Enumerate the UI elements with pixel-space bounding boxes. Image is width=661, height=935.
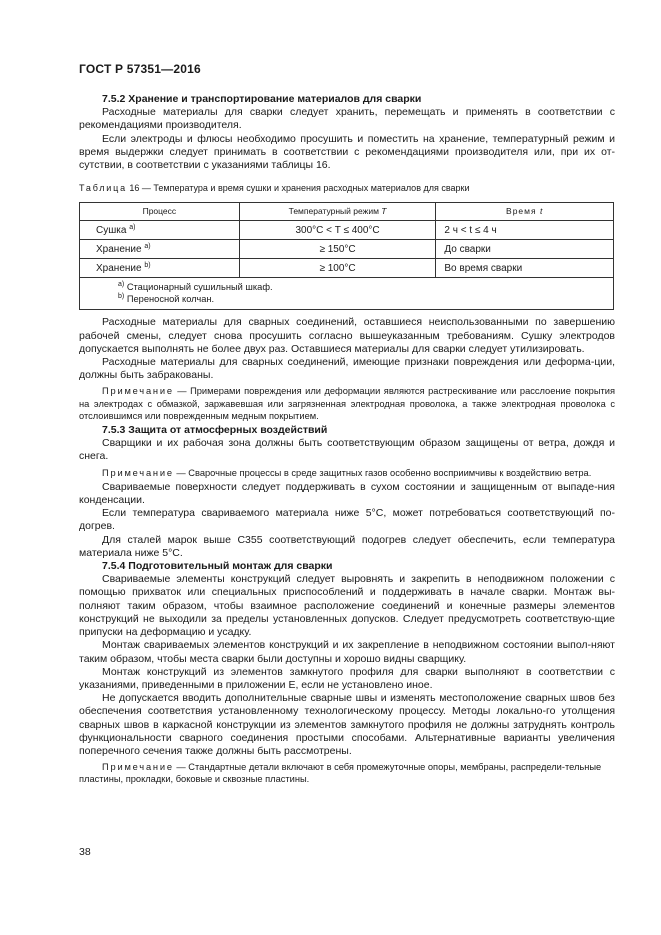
section-7-5-3-title: 7.5.3 Защита от атмосферных воздействий: [102, 424, 328, 437]
document-header: ГОСТ Р 57351—2016: [79, 62, 201, 76]
col-header-temperature: [239, 203, 436, 221]
paragraph: Расходные материалы для сварных соединений, оставшиеся неиспользованными по завершению рабочей смены, следует снова просушить согласно вышеуказанным требованиям. Сушку электродов допускается выполнять не более двух раз. Оставшиеся материалы для сварки следует утилизировать.: [79, 316, 615, 355]
footnote-b-text: Переносной колчан.: [124, 294, 215, 305]
cell-process-text: Хранение: [96, 262, 142, 274]
page-content: [79, 93, 615, 788]
cell-process: [80, 259, 240, 278]
cell-temperature: ≥ 150°С: [239, 240, 436, 259]
paragraph: Если температура свариваемого материала ниже 5°С, может потребоваться соответствующий по-догрев.: [79, 507, 615, 533]
table-16: [79, 202, 614, 310]
paragraph: Монтаж свариваемых элементов конструкций и их закрепление в неподвижном состоянии выпол-няют таким образом, чтобы места сварки были доступны и хорошо видны сварщику.: [79, 639, 615, 665]
paragraph: Свариваемые элементы конструкций следует выровнять и закрепить в неподвижном положении с помощью прихваток или специальных приспособлений и поддерживать в начале сварки. Монтаж вы-полняют таким образом, чтобы взаимное расположение соединений и конечные размеры элементов конструкций не выходили за пределы установленных допусков. Следует предусмотреть соответствую-щие припуски на деформацию и усадку.: [79, 573, 615, 639]
footnote-b-mark: b): [118, 293, 125, 301]
cell-temperature: ≥ 100°С: [239, 259, 436, 278]
col-header-time-text: Время: [506, 206, 540, 217]
footnote-mark: a): [129, 223, 136, 231]
cell-time: 2 ч < t ≤ 4 ч: [436, 221, 614, 240]
table-16-caption: [79, 182, 615, 195]
caption-text: 16 — Температура и время сушки и хранения расходных материалов для сварки: [126, 183, 470, 194]
paragraph: Монтаж конструкций из элементов замкнутого профиля для сварки выполняют в соответствии с указаниями, приведенными в приложении Е, если не установлено иное.: [79, 665, 615, 691]
note-text: — Примерами повреждения или деформации являются растрескивание или расслоение покрытия на электродах с обмазкой, заржавевшая или загрязненная электродная проволока, а также электродная проволока с отслоившимся или поврежденным медным покрытием.: [79, 386, 615, 421]
paragraph: Расходные материалы для сварных соединений, имеющие признаки повреждения или деформа-ции, должны быть забракованы.: [79, 356, 615, 382]
footnote-a-text: Стационарный сушильный шкаф.: [124, 282, 273, 293]
footnote-mark: b): [144, 261, 151, 269]
footnote-a: [118, 281, 613, 293]
note-label: Примечание: [102, 467, 174, 478]
cell-process: [80, 240, 240, 259]
paragraph: Сварщики и их рабочая зона должны быть соответствующим образом защищены от ветра, дождя и снега.: [79, 437, 615, 463]
cell-temperature: 300°С < T ≤ 400°С: [239, 221, 436, 240]
col-header-time-var: t: [539, 206, 544, 217]
cell-process: [80, 221, 240, 240]
note-text: — Сварочные процессы в среде защитных газов особенно восприимчивы к воздействию ветра.: [173, 467, 592, 478]
table-footnotes: [80, 278, 614, 310]
footnote-b: [118, 293, 613, 305]
paragraph: Для сталей марок выше С355 соответствующий подогрев следует обеспечить, если температура материала ниже 5°С.: [79, 533, 615, 559]
paragraph: Расходные материалы для сварки следует хранить, перемещать и применять в соответствии с рекомендациями производителя.: [79, 106, 615, 132]
section-7-5-4-title: 7.5.4 Подготовительный монтаж для сварки: [102, 560, 333, 573]
paragraph: Если электроды и флюсы необходимо просушить и поместить на хранение, температурный режим и время выдержки следует принимать в соответствии с рекомендациями производителя или, при их от-сутствии, в соответствии с указаниями таблицы 16.: [79, 132, 615, 172]
cell-time: Во время сварки: [436, 259, 614, 278]
note: [79, 761, 615, 785]
col-header-temperature-var: T: [381, 206, 387, 217]
cell-process-text: Сушка: [96, 224, 127, 236]
footnote-a-mark: а): [118, 281, 125, 289]
cell-process-text: Хранение: [96, 243, 142, 255]
note: [79, 467, 615, 479]
note: [79, 385, 615, 422]
table-footnotes-row: [80, 278, 614, 310]
note-label: Примечание: [102, 762, 174, 773]
paragraph: Свариваемые поверхности следует поддерживать в сухом состоянии и защищенным от выпаде-ния конденсации.: [79, 480, 615, 507]
note-text: — Стандартные детали включают в себя промежуточные опоры, мембраны, распредели-тельные пластины, прокладки, боковые и сквозные пластины.: [79, 762, 602, 785]
cell-time: До сварки: [436, 240, 614, 259]
table-row: [80, 240, 614, 259]
note-label: Примечание: [102, 386, 174, 397]
page-number: 38: [79, 846, 91, 858]
table-row: [80, 221, 614, 240]
col-header-temperature-text: Температурный режим: [288, 206, 382, 217]
table-row: [80, 259, 614, 278]
caption-prefix: Таблица: [79, 183, 127, 194]
paragraph: Не допускается вводить дополнительные сварные швы и изменять местоположение сварных швов без обеспечения соответствия установленному технологическому процессу. Методы локально-го утолщения сварных швов в каркасной конструкции из элементов замкнутого профиля не должны затруднять контроль функциональности сварного соединения простыми способами. Альтернативные варианты увеличения поперечного сечения также должны быть рассмотрены.: [79, 692, 615, 757]
table-header-row: [80, 203, 614, 221]
col-header-process: Процесс: [80, 203, 240, 221]
footnote-mark: а): [144, 242, 151, 250]
section-7-5-2-title: 7.5.2 Хранение и транспортирование материалов для сварки: [102, 93, 422, 105]
col-header-time: [436, 203, 614, 221]
